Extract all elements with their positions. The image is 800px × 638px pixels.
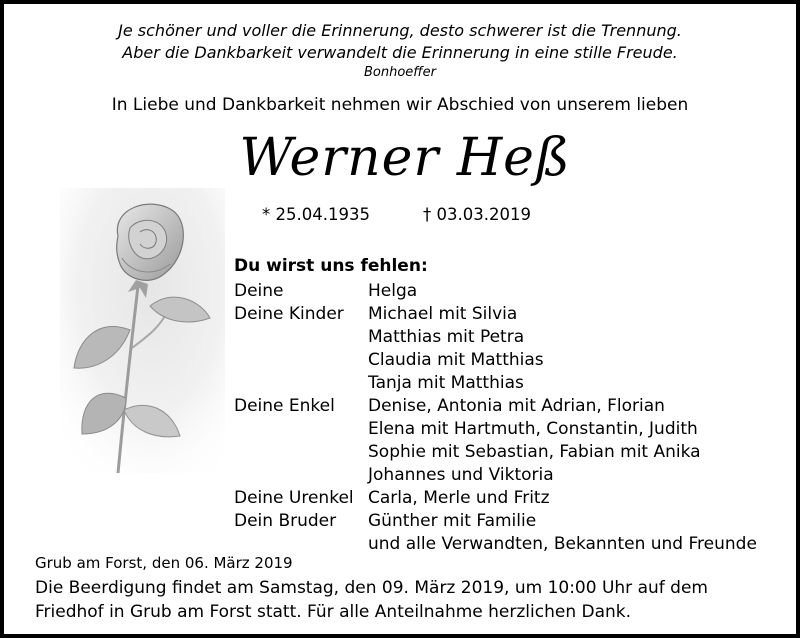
quote-author: Bonhoeffer <box>363 65 437 80</box>
quote-line-2: Aber die Dankbarkeit verwandelt die Erinnerung in eine stille Freude. <box>122 43 678 62</box>
mourner-names: Matthias mit Petra <box>368 327 525 347</box>
mourner-names: und alle Verwandten, Bekannten und Freunde <box>368 534 757 554</box>
deceased-name: Werner Heß <box>239 128 571 188</box>
mourner-names: Claudia mit Matthias <box>368 350 544 370</box>
relation-label: Deine <box>234 281 284 301</box>
mourner-names: Helga <box>368 281 418 301</box>
mourner-names: Elena mit Hartmuth, Constantin, Judith <box>368 419 698 439</box>
birth-date: * 25.04.1935 <box>262 205 370 224</box>
rose-illustration <box>60 188 225 473</box>
mourner-names: Sophie mit Sebastian, Fabian mit Anika <box>368 442 701 462</box>
mourner-names: Johannes und Viktoria <box>368 465 554 485</box>
mourners-heading: Du wirst uns fehlen: <box>234 256 428 276</box>
relation-label: Dein Bruder <box>234 511 337 531</box>
mourner-names: Michael mit Silvia <box>368 304 518 324</box>
relation-label: Deine Enkel <box>234 396 335 416</box>
mourner-names: Günther mit Familie <box>368 511 537 531</box>
death-date: † 03.03.2019 <box>423 205 531 224</box>
funeral-notice-line-2: Friedhof in Grub am Forst statt. Für alle Anteilnahme herzlichen Dank. <box>35 602 632 622</box>
place-and-date: Grub am Forst, den 06. März 2019 <box>35 554 293 572</box>
mourner-names: Denise, Antonia mit Adrian, Florian <box>368 396 665 416</box>
relation-label: Deine Kinder <box>234 304 344 324</box>
mourner-names: Tanja mit Matthias <box>368 373 524 393</box>
relation-label: Deine Urenkel <box>234 488 354 508</box>
mourner-names: Carla, Merle und Fritz <box>368 488 550 508</box>
intro-text: In Liebe und Dankbarkeit nehmen wir Abschied von unserem lieben <box>111 95 689 115</box>
quote-line-1: Je schöner und voller die Erinnerung, desto schwerer ist die Trennung. <box>118 21 682 40</box>
funeral-notice-line-1: Die Beerdigung findet am Samstag, den 09. März 2019, um 10:00 Uhr auf dem <box>35 578 708 598</box>
